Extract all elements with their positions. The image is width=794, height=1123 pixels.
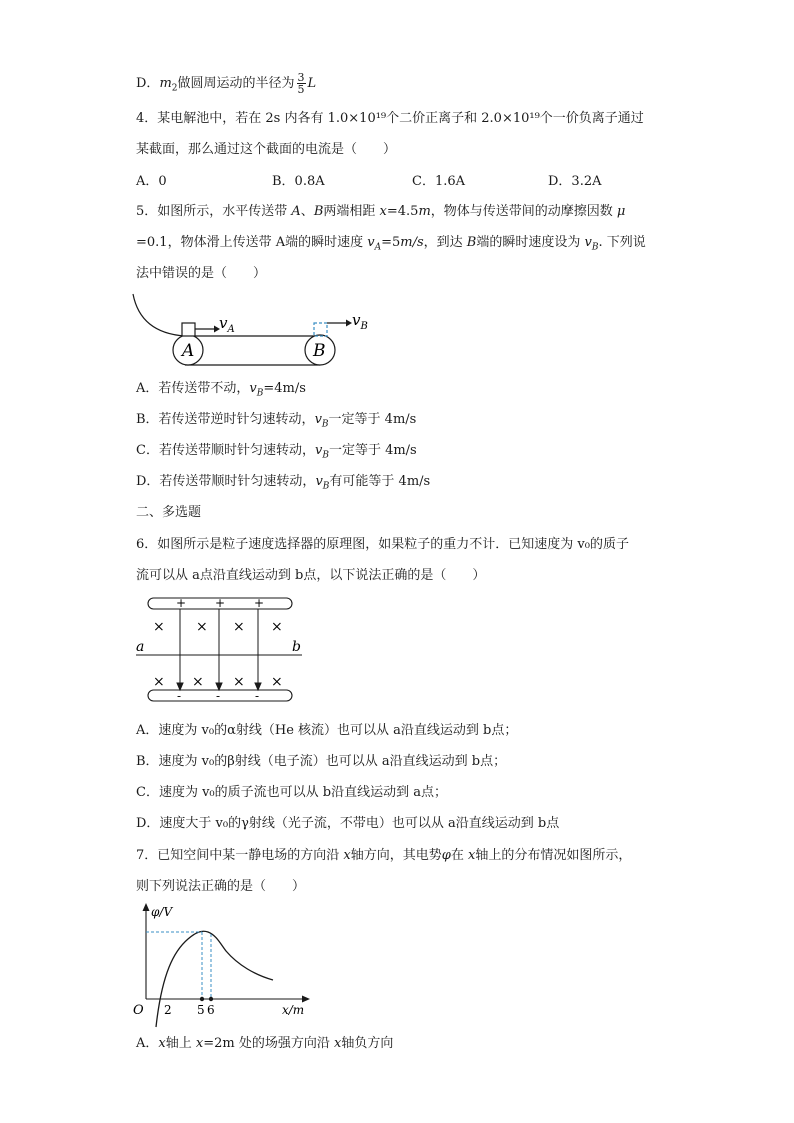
ramp-curve [133, 294, 185, 336]
q5-l2a: =0.1，物体滑上传送带 A端的瞬时速度 [136, 235, 368, 250]
conveyor-figure [130, 292, 380, 372]
q5-option-a [136, 380, 306, 403]
x-axis-label: x/m [282, 1003, 305, 1017]
var-vB: v [584, 235, 592, 250]
q7-l1b: 轴方向，其电势 [350, 848, 442, 863]
x-arrow [302, 996, 310, 1003]
var-m-unit: m [418, 204, 431, 219]
potential-graph [130, 903, 315, 1033]
var-L: L [307, 76, 317, 91]
q5-l1d: ，物体与传送带间的动摩擦因数 [430, 204, 617, 219]
tick-6: 6 [207, 1003, 215, 1017]
q5-option-c [136, 442, 417, 465]
var-mu: μ [616, 204, 626, 219]
q5-l2e: . 下列说 [598, 235, 646, 250]
q6-line2: 流可以从 a点沿直线运动到 b点，以下说法正确的是（ ） [136, 568, 486, 583]
q5-opt-label: A．若传送带不动， [136, 381, 250, 396]
y-axis-label: φ/V [151, 905, 173, 919]
frac-den: 5 [297, 83, 305, 96]
var-m: m [159, 76, 172, 91]
q4-option-d: D．3.2A [548, 174, 602, 189]
q5-option-b [136, 411, 416, 434]
q7-a-b: 轴上 [165, 1036, 196, 1051]
q5-l1a: 5．如图所示，水平传送带 [136, 204, 292, 219]
minus-3: - [255, 689, 260, 703]
var-v: v [315, 474, 323, 489]
svg-text:×: × [271, 674, 283, 690]
svg-text:×: × [271, 619, 283, 635]
q5-line1 [136, 203, 625, 221]
q4-option-a: A．0 [136, 174, 167, 189]
q3-d-label: D． [136, 76, 160, 91]
sub-b: B [322, 481, 330, 492]
q5-line2 [136, 234, 646, 257]
svg-text:×: × [153, 674, 165, 690]
var-x: x [158, 1036, 166, 1051]
q5-l2d: 端的瞬时速度设为 [476, 235, 585, 250]
var-x: x [379, 204, 387, 219]
var-v: v [314, 443, 323, 458]
section-title: 二、多选题 [136, 505, 202, 520]
minus-2: - [216, 689, 221, 703]
origin-label: O [133, 1003, 144, 1018]
var-ms: m/s [400, 235, 424, 250]
svg-text:×: × [153, 619, 165, 635]
velocity-selector-figure [134, 595, 309, 710]
q5-sep: 、 [300, 204, 314, 219]
q5-l2b: =5 [381, 235, 401, 250]
dot-6 [209, 997, 213, 1001]
q3-option-d [136, 72, 316, 98]
dot-5 [200, 997, 204, 1001]
var-B: B [313, 204, 324, 219]
svg-text:×: × [233, 619, 245, 635]
fraction-3-5 [297, 72, 306, 95]
label-b: b [292, 639, 301, 655]
q4-option-b: B．0.8A [272, 174, 325, 189]
label-a: a [136, 639, 145, 655]
q7-line1 [136, 847, 631, 865]
q6-option-c: C．速度为 v₀的质子流也可以从 b沿直线运动到 a点； [136, 785, 447, 800]
label-b: B [313, 341, 326, 361]
q5-line3: 法中错误的是（ ） [136, 266, 267, 281]
q5-opt-rest: 一定等于 4m/s [328, 412, 417, 427]
svg-text:×: × [196, 619, 208, 635]
var-v: v [314, 412, 322, 427]
q7-option-a [136, 1035, 393, 1053]
q6-option-b: B．速度为 v₀的β射线（电子流）也可以从 a沿直线运动到 b点； [136, 754, 507, 769]
sub-B: B [591, 242, 599, 253]
q5-opt-rest: 一定等于 4m/s [328, 443, 417, 458]
q5-opt-rest: =4m/s [263, 381, 306, 396]
sub-A: A [374, 242, 382, 253]
q4-line1: 4．某电解池中，若在 2s 内各有 1.0×10¹⁹个二价正离子和 2.0×10¹⁹个一价负离子通过 [136, 111, 644, 126]
minus-1: - [177, 689, 182, 703]
plus-2: + [215, 596, 226, 610]
q4-option-c: C．1.6A [412, 174, 466, 189]
block-b-dashed [314, 323, 327, 336]
field-lines [177, 609, 261, 690]
q5-opt-label: D．若传送带顺时针匀速转动， [136, 474, 316, 489]
plus-1: + [176, 596, 187, 610]
var-B2: B [466, 235, 477, 250]
tick-2: 2 [164, 1003, 172, 1017]
var-x: x [343, 848, 351, 863]
q5-opt-label: C．若传送带顺时针匀速转动， [136, 443, 315, 458]
q7-a-c: =2m 处的场强方向沿 [203, 1036, 334, 1051]
tick-5: 5 [197, 1003, 205, 1017]
var-phi: φ [441, 848, 451, 863]
label-vb: $v_B$ [352, 311, 368, 332]
sub-b: B [321, 419, 329, 430]
svg-text:×: × [192, 674, 204, 690]
var-x2: x [468, 848, 476, 863]
var-v: v [249, 381, 257, 396]
q5-option-d [136, 473, 430, 496]
sub-b: B [322, 450, 329, 461]
label-a: A [182, 341, 195, 361]
var-vA: v [367, 235, 375, 250]
sub-2: 2 [171, 83, 178, 94]
q6-option-d: D．速度大于 v₀的γ射线（光子流，不带电）也可以从 a沿直线运动到 b点 [136, 816, 560, 831]
q5-opt-label: B．若传送带逆时针匀速转动， [136, 412, 315, 427]
q7-l1a: 7．已知空间中某一静电场的方向沿 [136, 848, 344, 863]
y-arrow [143, 903, 150, 911]
var-x2: x [195, 1036, 204, 1051]
q7-l1d: 轴上的分布情况如图所示， [475, 848, 632, 863]
q3-d-text: 做圆周运动的半径为 [177, 76, 295, 91]
q5-l2c: ，到达 [423, 235, 467, 250]
block-a [182, 323, 195, 336]
q7-line2: 则下列说法正确的是（ ） [136, 879, 306, 894]
q7-a-label: A． [136, 1036, 159, 1051]
q6-line1: 6．如图所示是粒子速度选择器的原理图，如果粒子的重力不计．已知速度为 v₀的质子 [136, 537, 629, 552]
plus-3: + [254, 596, 265, 610]
sub-b: B [256, 388, 264, 399]
var-A: A [291, 204, 301, 219]
svg-text:×: × [233, 674, 245, 690]
q7-a-d: 轴负方向 [341, 1036, 394, 1051]
var-x3: x [333, 1036, 342, 1051]
label-va: $v_A$ [219, 314, 235, 335]
q6-option-a: A．速度为 v₀的α射线（He 核流）也可以从 a沿直线运动到 b点； [136, 723, 518, 738]
frac-num: 3 [297, 71, 305, 84]
q5-l1c: =4.5 [386, 204, 419, 219]
q5-l1b: 两端相距 [323, 204, 380, 219]
q5-opt-rest: 有可能等于 4m/s [329, 474, 431, 489]
q4-line2: 某截面，那么通过这个截面的电流是（ ） [136, 142, 397, 157]
q7-l1c: 在 [450, 848, 469, 863]
